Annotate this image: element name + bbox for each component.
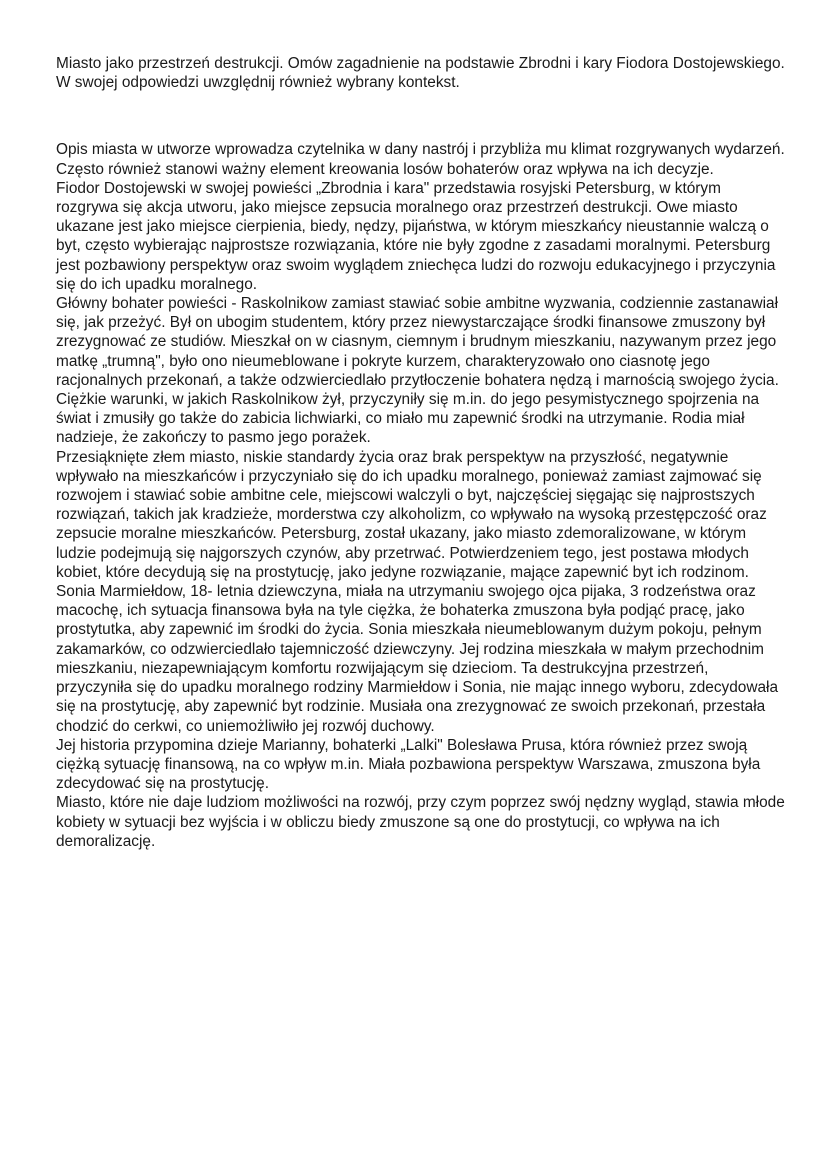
paragraph-petersburg: Fiodor Dostojewski w swojej powieści „Zbrodnia i kara" przedstawia rosyjski Petersburg, w którym rozgrywa się akcja utworu, jako miejsce zepsucia moralnego oraz przestrzeń destrukcji. Owe miasto ukazane jest jako miejsce cierpienia, biedy, nędzy, pijaństwa, w którym mieszkańcy nieustannie walczą o byt, często wybierając najprostsze rozwiązania, które nie były zgodne z zasadami moralnymi. Petersburg jest pozbawiony perspektyw oraz swoim wyglądem zniechęca ludzi do rozwoju edukacyjnego i przyczynia się do ich upadku moralnego.: [56, 179, 776, 293]
paragraph-intro: Opis miasta w utworze wprowadza czytelnika w dany nastrój i przybliża mu klimat rozgrywanych wydarzeń. Często również stanowi ważny element kreowania losów bohaterów oraz wpływa na ich decyzje.: [56, 141, 785, 178]
document-page: [56, 54, 786, 851]
paragraph-conclusion: Miasto, które nie daje ludziom możliwości na rozwój, przy czym poprzez swój nędzny wygląd, stawia młode kobiety w sytuacji bez wyjścia i w obliczu biedy zmuszone są one do prostytucji, co wpływa na ich demoralizację.: [56, 794, 785, 850]
paragraph-marianna: Jej historia przypomina dzieje Marianny, bohaterki „Lalki" Bolesława Prusa, która również przez swoją ciężką sytuację finansową, na co wpływ m.in. Miała pozbawiona perspektyw Warszawa, zmuszona była zdecydować się na prostytucję.: [56, 736, 761, 793]
essay-prompt: Miasto jako przestrzeń destrukcji. Omów zagadnienie na podstawie Zbrodni i kary Fiodora Dostojewskiego. W swojej odpowiedzi uwzględnij również wybrany kontekst.: [56, 55, 785, 92]
paragraph-city-evil: Przesiąknięte złem miasto, niskie standardy życia oraz brak perspektyw na przyszłość, negatywnie wpływało na mieszkańców i przyczyniało się do ich upadku moralnego, ponieważ zamiast zajmować się rozwojem i stawiać sobie ambitne cele, miejscowi walczyli o byt, najczęściej sięgając się najprostszych rozwiązań, takich jak kradzieże, morderstwa czy alkoholizm, co wpływało na wysoką przestępczość oraz zepsucie moralne mieszkańców. Petersburg, został ukazany, jako miasto zdemoralizowane, w którym ludzie podejmują się najgorszych czynów, aby przetrwać. Potwierdzeniem tego, jest postawa młodych kobiet, które decydują się na prostytucję, jako jedyne rozwiązanie, mające zapewnić byt ich rodzinom.: [56, 448, 767, 581]
paragraph-sonia: Sonia Marmiełdow, 18- letnia dziewczyna, miała na utrzymaniu swojego ojca pijaka, 3 rodzeństwa oraz macochę, ich sytuacja finansowa była na tyle ciężka, że bohaterka zmuszona była podjąć pracę, jako prostytutka, aby zapewnić im środki do życia. Sonia mieszkała nieumeblowanym dużym pokoju, pełnym zakamarków, co odzwierciedlało tajemniczość dziewczyny. Jej rodzina mieszkała w małym przechodnim mieszkaniu, niezapewniającym komfortu rozwijającym się dzieciom. Ta destrukcyjna przestrzeń, przyczyniła się do upadku moralnego rodziny Marmiełdow i Sonia, nie mając innego wyboru, zdecydowała się na prostytucję, aby zapewnić byt rodzinie. Musiała ona zrezygnować ze swoich przekonań, przestała chodzić do cerkwi, co uniemożliwiło jej rozwój duchowy.: [56, 583, 779, 735]
paragraph-raskolnikov: Główny bohater powieści - Raskolnikow zamiast stawiać sobie ambitne wyzwania, codziennie zastanawiał się, jak przeżyć. Był on ubogim studentem, który przez niewystarczające środki finansowe zmuszony był zrezygnować ze studiów. Mieszkał on w ciasnym, ciemnym i brudnym mieszkaniu, nazywanym przez jego matkę „trumną", było ono nieumeblowane i pokryte kurzem, charakteryzowało ono ciasnotę jego racjonalnych przekonań, a także odzwierciedlało przytłoczenie bohatera nędzą i marnością swojego życia. Ciężkie warunki, w jakich Raskolnikow żył, przyczyniły się m.in. do jego pesymistycznego spojrzenia na świat i zmusiły go także do zabicia lichwiarki, co miało mu zapewnić środki na utrzymanie. Rodia miał nadzieje, że zakończy to pasmo jego porażek.: [56, 295, 779, 447]
